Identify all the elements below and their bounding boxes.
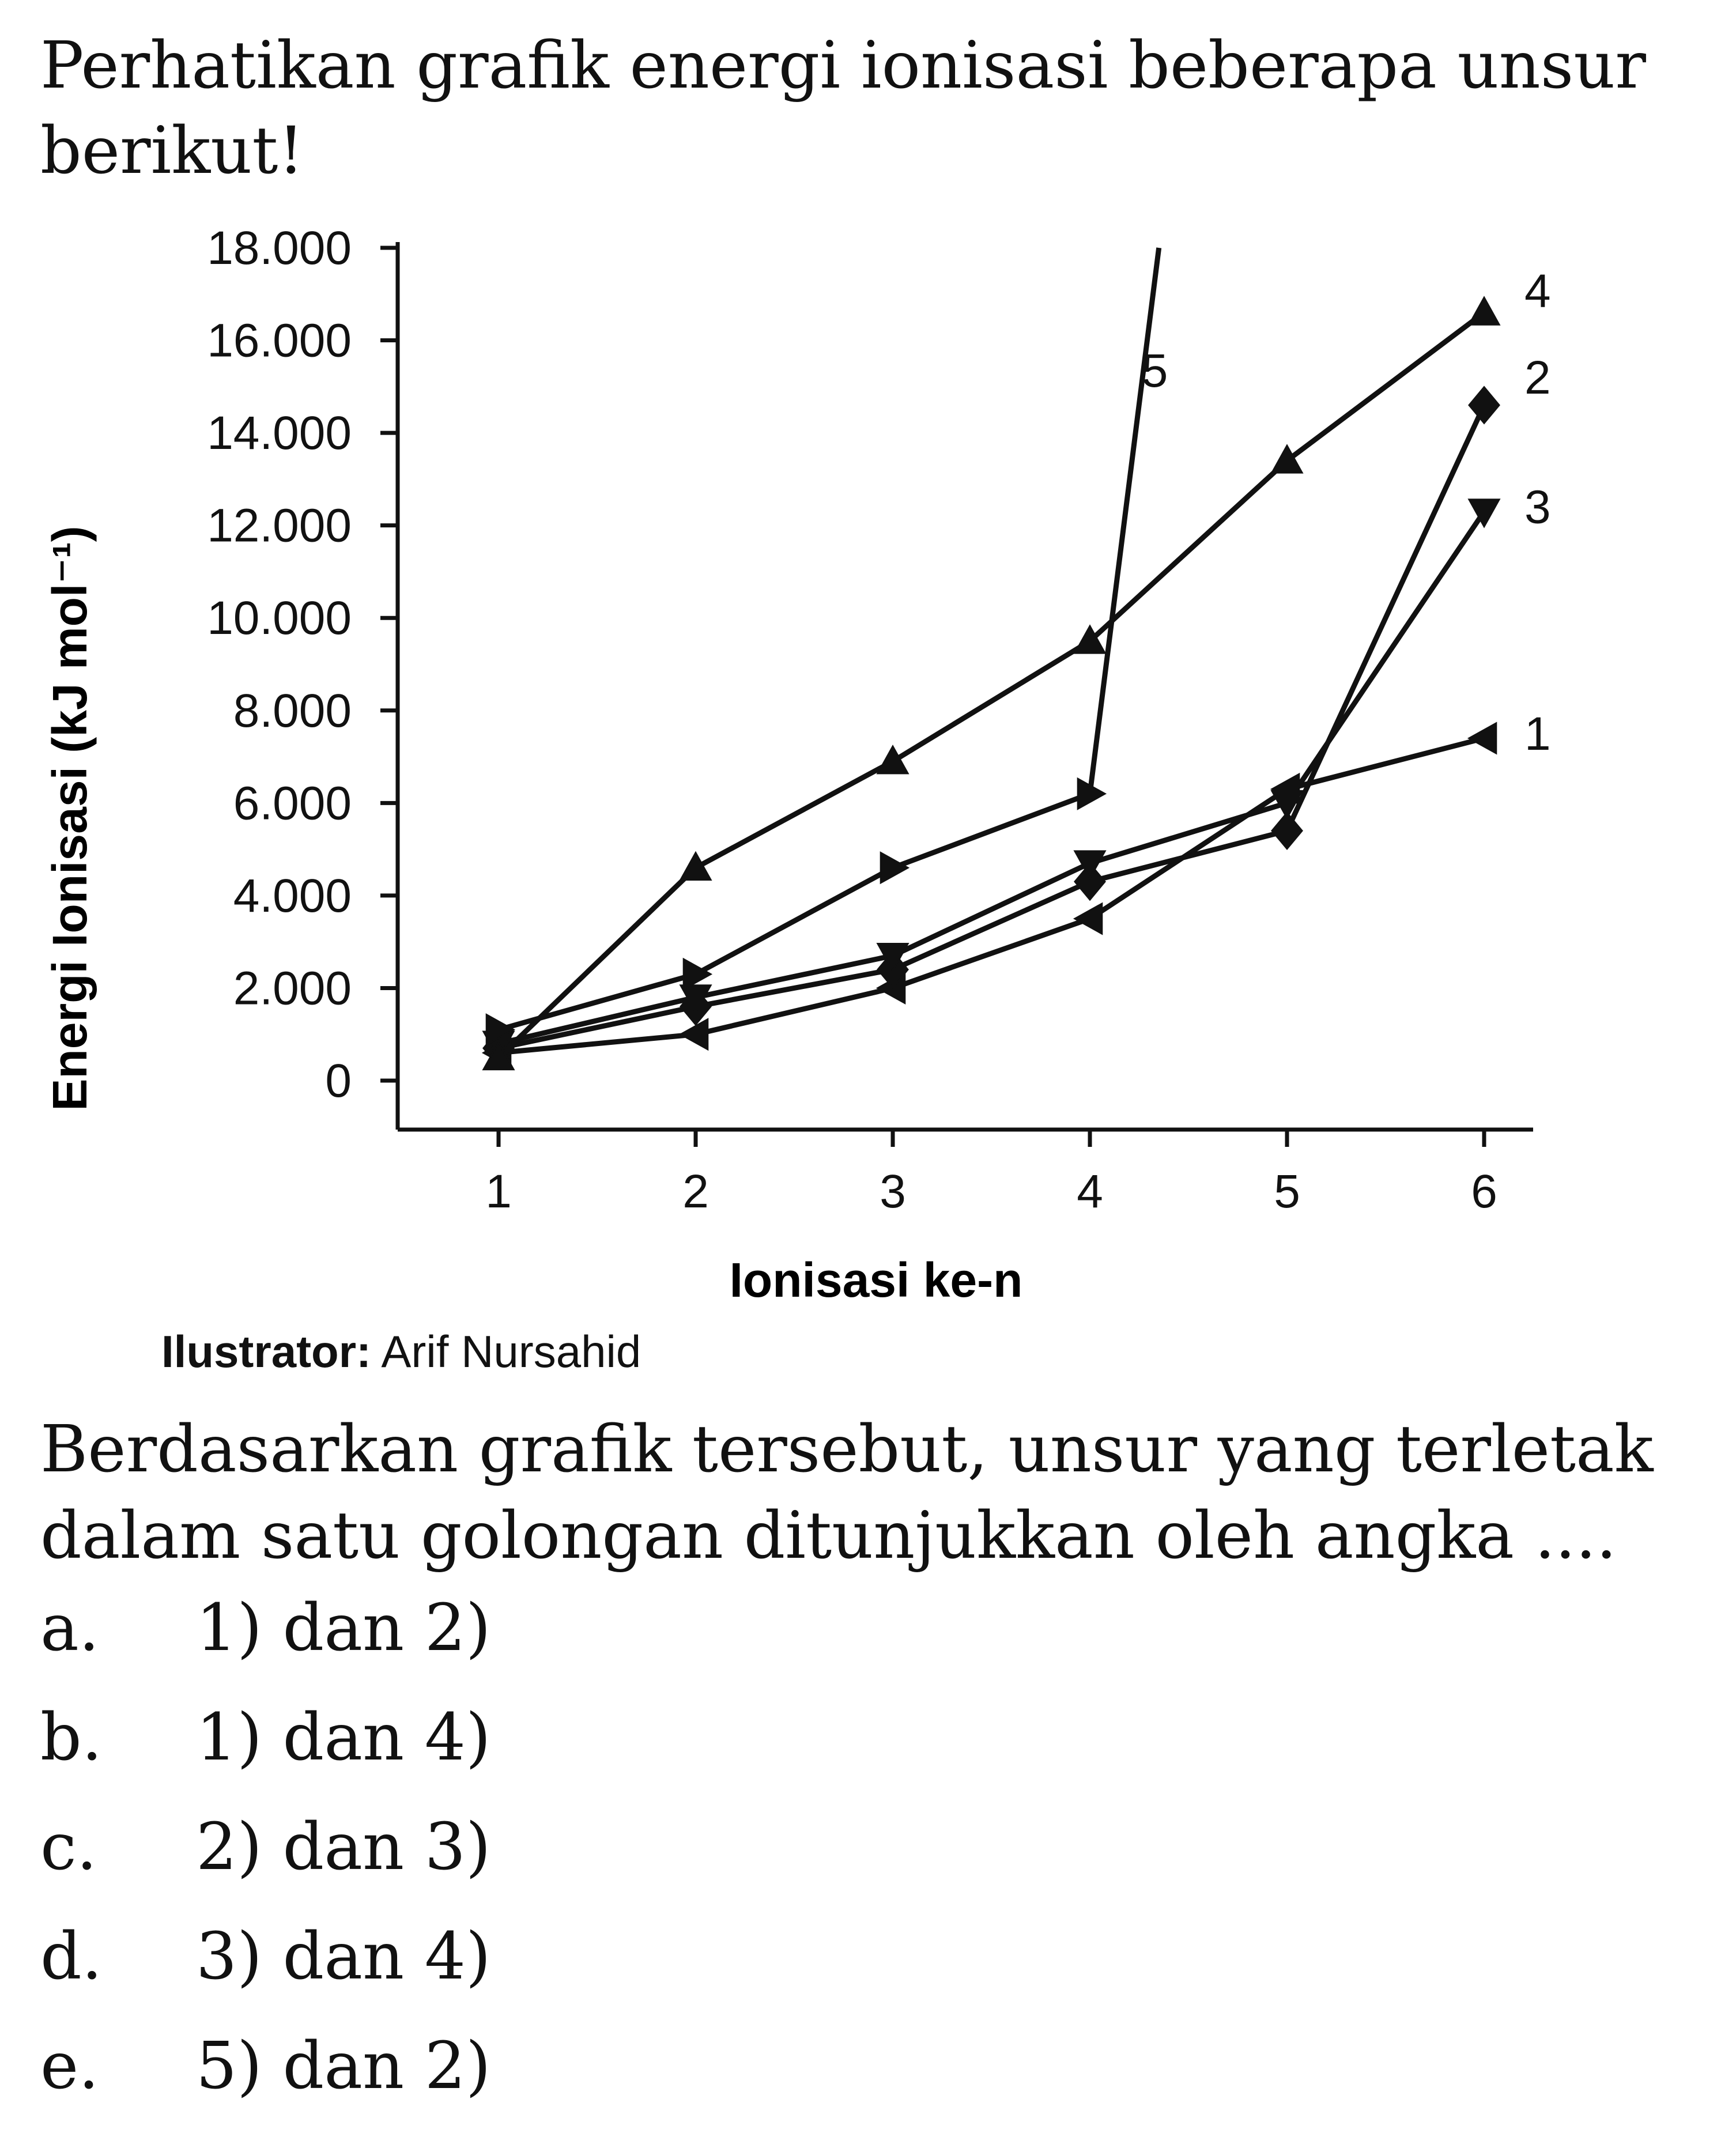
y-axis-label: Energi Ionisasi (kJ mol⁻¹)	[43, 526, 97, 1111]
series-label-3: 3	[1524, 481, 1551, 534]
series-label-5: 5	[1141, 344, 1168, 397]
option-text: 1) dan 4)	[196, 1700, 491, 1775]
y-tick-label: 8.000	[233, 684, 352, 737]
option-a[interactable]	[40, 1591, 491, 1666]
series-line-4	[499, 312, 1484, 1057]
y-tick-label: 12.000	[207, 499, 352, 552]
illustrator-label: Ilustrator:	[161, 1326, 372, 1377]
x-tick-label: 5	[1274, 1165, 1300, 1218]
y-tick-label: 4.000	[233, 869, 352, 922]
illustrator-name: Arif Nursahid	[381, 1326, 641, 1377]
data-point	[878, 746, 908, 773]
data-point	[1469, 387, 1499, 423]
y-tick-label: 10.000	[207, 592, 352, 645]
option-letter: e.	[40, 2029, 99, 2104]
x-ticks	[485, 1130, 1497, 1218]
illustrator-credit	[161, 1326, 641, 1378]
option-text: 2) dan 3)	[196, 1810, 491, 1885]
option-d[interactable]	[40, 1919, 491, 1994]
data-point	[1075, 904, 1102, 934]
x-axis-label: Ionisasi ke-n	[729, 1253, 1023, 1302]
option-text: 5) dan 2)	[196, 2029, 491, 2104]
y-tick-label: 16.000	[207, 314, 352, 367]
x-tick-label: 3	[880, 1165, 906, 1218]
option-b[interactable]	[40, 1700, 491, 1775]
y-tick-label: 18.000	[207, 222, 352, 274]
ionization-energy-chart	[0, 207, 1736, 1302]
option-letter: c.	[40, 1810, 97, 1885]
series-label-2: 2	[1524, 351, 1551, 404]
series-label-4: 4	[1524, 265, 1551, 318]
option-letter: b.	[40, 1700, 103, 1775]
y-tick-label: 0	[325, 1055, 352, 1107]
data-point	[881, 853, 908, 883]
data-point	[1075, 851, 1105, 878]
option-text: 1) dan 2)	[196, 1591, 491, 1666]
option-letter: a.	[40, 1591, 100, 1666]
y-tick-label: 2.000	[233, 962, 352, 1015]
data-point	[681, 853, 711, 880]
y-tick-label: 14.000	[207, 407, 352, 460]
option-e[interactable]	[40, 2029, 491, 2104]
series-label-1: 1	[1524, 707, 1551, 760]
question-intro: Perhatikan grafik energi ionisasi beberapa unsur berikut!	[40, 28, 1646, 188]
option-letter: d.	[40, 1919, 103, 1994]
y-tick-label: 6.000	[233, 777, 352, 830]
x-tick-label: 4	[1077, 1165, 1103, 1218]
question-stem: Berdasarkan grafik tersebut, unsur yang terletak dalam satu golongan ditunjukkan oleh angka ....	[40, 1412, 1654, 1573]
series-line-1	[499, 738, 1484, 1053]
option-text: 3) dan 4)	[196, 1919, 491, 1994]
chart-axes	[398, 242, 1533, 1130]
series-lines	[499, 248, 1484, 1058]
data-point	[1469, 723, 1496, 753]
option-c[interactable]	[40, 1810, 491, 1885]
x-tick-label: 2	[682, 1165, 709, 1218]
y-ticks	[207, 222, 398, 1107]
x-tick-label: 6	[1471, 1165, 1497, 1218]
series-line-5	[499, 248, 1159, 1030]
data-point	[1469, 297, 1499, 324]
x-tick-label: 1	[485, 1165, 512, 1218]
